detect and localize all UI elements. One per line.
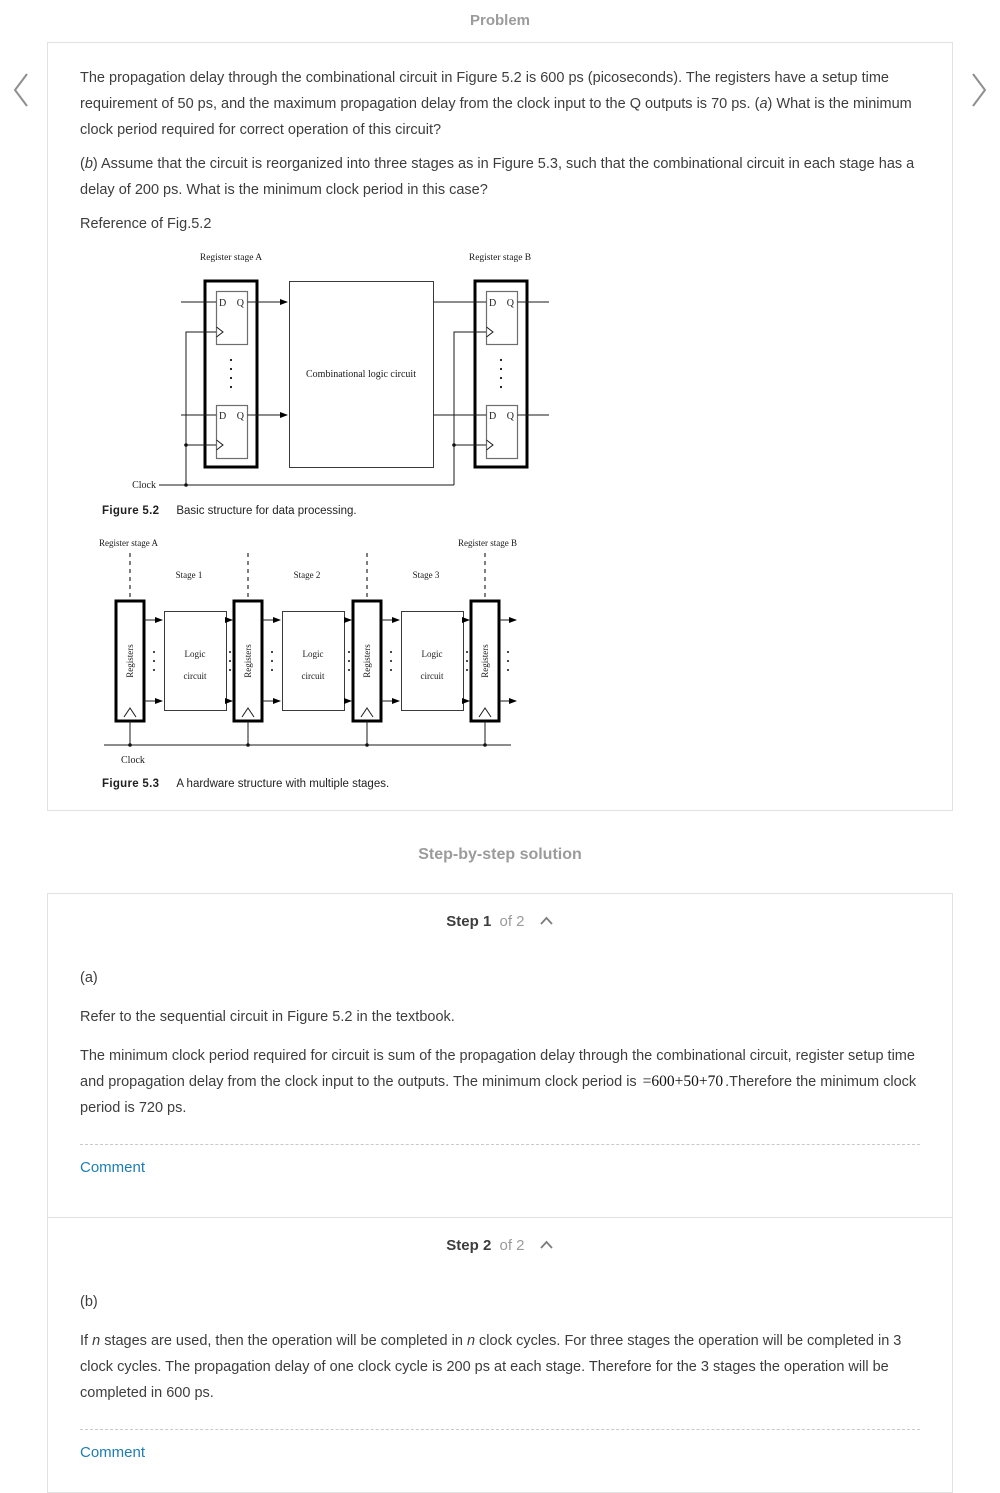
part-label-a: (a) <box>80 970 98 986</box>
fig53-stage-2-label: Stage 2 <box>293 570 321 580</box>
figure-5-3-caption: Figure 5.3 A hardware structure with multiple stages. <box>102 778 390 790</box>
fig52-register-stage-b-label: Register stage B <box>468 253 532 263</box>
fig53-clock-wires <box>104 721 511 766</box>
step-2-divider <box>80 1429 920 1430</box>
svg-text:Registers: Registers <box>243 644 253 678</box>
fig52-register-stage-b <box>475 281 527 467</box>
fig53-data-arrows <box>144 620 516 701</box>
ellipsis-dots <box>500 359 502 388</box>
svg-text:D: D <box>219 298 227 309</box>
fig53-logic-circuit-2 <box>283 612 345 711</box>
solution-heading: Step-by-step solution <box>418 846 582 863</box>
problem-heading: Problem <box>469 12 530 29</box>
step-2-section <box>48 1217 952 1492</box>
svg-text:circuit: circuit <box>420 671 444 681</box>
fig52-register-stage-a-label: Register stage A <box>199 253 263 263</box>
fig53-register-1 <box>116 601 144 721</box>
svg-text:Registers: Registers <box>362 644 372 678</box>
figure-5-3-diagram <box>79 533 531 766</box>
step-2-title: Step 2 <box>446 1237 492 1254</box>
fig52-register-stage-a <box>205 281 257 467</box>
svg-text:circuit: circuit <box>183 671 207 681</box>
svg-text:Logic: Logic <box>302 649 324 659</box>
svg-text:D: D <box>219 411 227 422</box>
fig53-register-stage-b-label: Register stage B <box>458 538 517 548</box>
svg-text:D: D <box>489 298 497 309</box>
figure-5-2-caption: Figure 5.2 Basic structure for data processing. <box>102 505 357 517</box>
svg-text:circuit: circuit <box>301 671 325 681</box>
chevron-up-icon <box>539 1240 554 1249</box>
collapse-step-1-button[interactable] <box>539 910 554 931</box>
fig53-logic-circuit-1 <box>165 612 227 711</box>
fig53-stage-3-label: Stage 3 <box>412 570 440 580</box>
svg-text:Logic: Logic <box>421 649 443 659</box>
fig53-stage-1-label: Stage 1 <box>175 570 203 580</box>
fig52-clock-label: Clock <box>132 480 156 491</box>
clock-period-formula: =600+50+70 <box>642 1073 724 1090</box>
step-1-count: of 2 <box>499 913 525 930</box>
collapse-step-2-button[interactable] <box>539 1234 554 1255</box>
svg-text:Combinational logic circuit: Combinational logic circuit <box>306 369 416 380</box>
prev-problem-button[interactable] <box>4 66 38 114</box>
step-2-header <box>80 1234 920 1256</box>
fig53-logic-circuit-3 <box>402 612 464 711</box>
fig53-register-2 <box>234 601 262 721</box>
svg-text:Q: Q <box>236 411 244 422</box>
chevron-up-icon <box>539 916 554 925</box>
comment-link-step-2[interactable]: Comment <box>80 1444 146 1461</box>
svg-text:Q: Q <box>506 298 514 309</box>
fig53-register-stage-a-label: Register stage A <box>99 538 158 548</box>
ellipsis-dots <box>153 651 509 671</box>
problem-paragraph-1: The propagation delay through the combinational circuit in Figure 5.2 is 600 ps (picoseconds). The registers have a setup time requirement of 50 ps, and the maximum propagation delay from the clock input to the Q outputs is 70 ps. (a) What is the minimum clock period required for correct operation of this circuit? <box>80 70 912 138</box>
fig53-register-4 <box>471 601 499 721</box>
reference-note: Reference of Fig.5.2 <box>80 216 212 232</box>
part-label-b: (b) <box>80 1294 98 1310</box>
step-2-count: of 2 <box>499 1237 525 1254</box>
fig53-register-3 <box>353 601 381 721</box>
step-1-section <box>48 894 952 1217</box>
ellipsis-dots <box>230 359 232 388</box>
fig52-data-wires <box>181 302 549 415</box>
solution-card <box>47 893 953 1493</box>
chevron-right-icon <box>966 69 992 111</box>
problem-card <box>47 42 953 811</box>
svg-text:Q: Q <box>506 411 514 422</box>
step-1-header <box>80 910 920 932</box>
fig53-clock-label: Clock <box>121 755 145 766</box>
step-1-paragraph: The minimum clock period required for circuit is sum of the propagation delay through the combinational circuit, register setup time and propagation delay from the clock input to the outputs. The minimum clock period is =600+50+70 .Therefore the minimum clock period is 720 ps. <box>80 1048 917 1116</box>
figure-5-2-diagram <box>101 247 553 493</box>
comment-link-step-1[interactable]: Comment <box>80 1159 146 1176</box>
next-problem-button[interactable] <box>962 66 996 114</box>
step-1-divider <box>80 1144 920 1145</box>
svg-text:Registers: Registers <box>480 644 490 678</box>
svg-text:D: D <box>489 411 497 422</box>
step-1-intro: Refer to the sequential circuit in Figure 5.2 in the textbook. <box>80 1009 455 1025</box>
svg-text:Logic: Logic <box>184 649 206 659</box>
step-1-title: Step 1 <box>446 913 492 930</box>
fig52-combinational-logic-box <box>290 282 434 468</box>
svg-text:Registers: Registers <box>125 644 135 678</box>
svg-text:Q: Q <box>236 298 244 309</box>
chevron-left-icon <box>8 69 34 111</box>
step-2-paragraph: If n stages are used, then the operation will be completed in n clock cycles. For three stages the operation will be completed in 3 clock cycles. The propagation delay of one clock cycle is 200 ps at each stage. Therefore for the 3 stages the operation will be completed in 600 ps. <box>80 1333 902 1401</box>
problem-paragraph-2: (b) Assume that the circuit is reorganized into three stages as in Figure 5.3, such that the combinational circuit in each stage has a delay of 200 ps. What is the minimum clock period in this case? <box>80 156 915 198</box>
